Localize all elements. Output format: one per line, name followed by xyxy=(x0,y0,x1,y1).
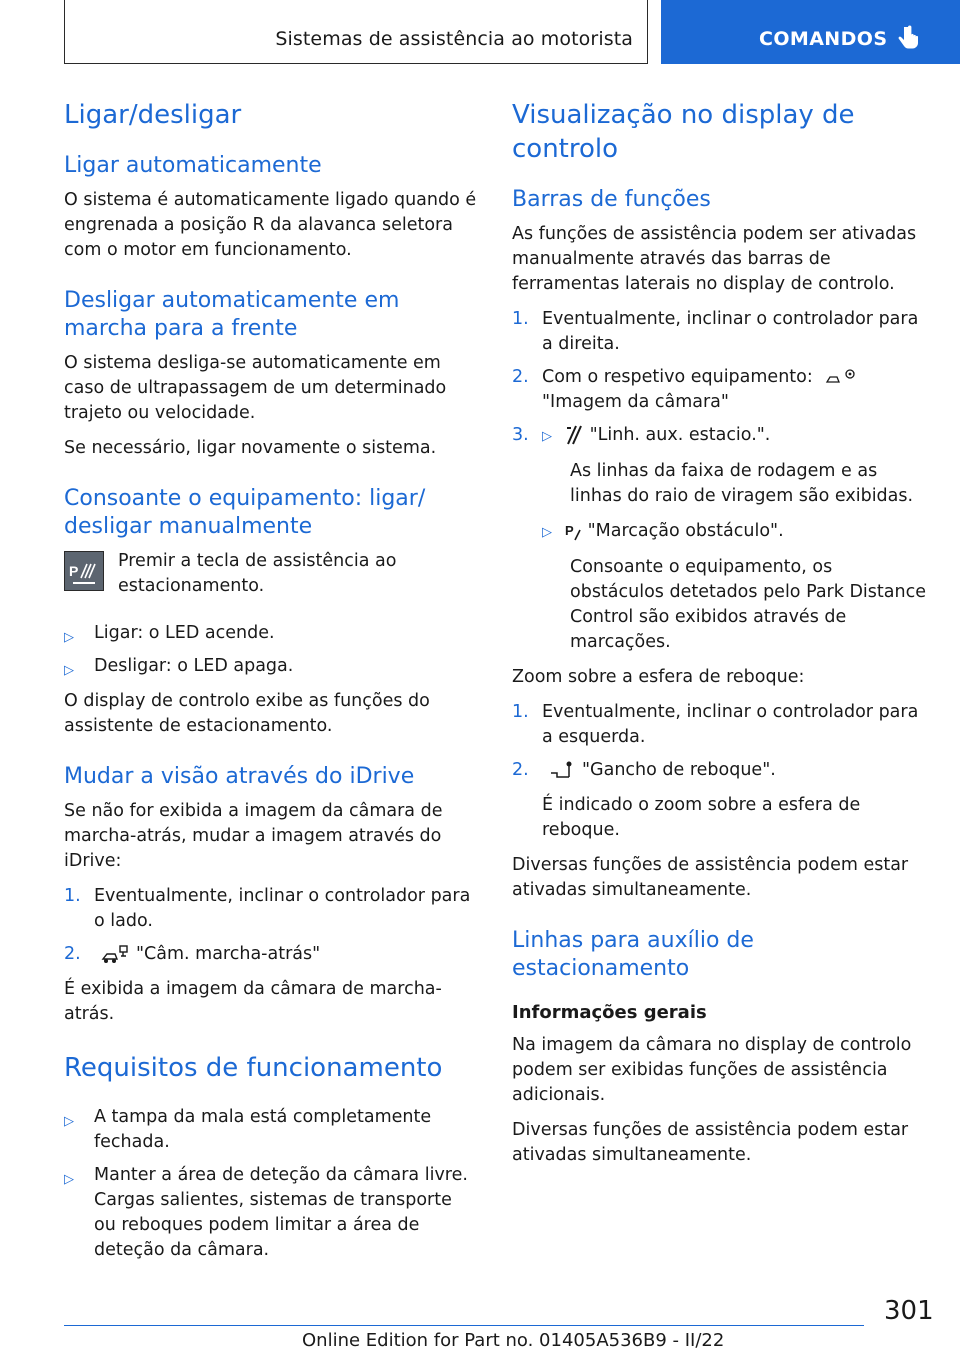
idrive-steps xyxy=(64,884,478,967)
step3-desc: As linhas da faixa de rodagem e as linhas do raio de viragem são exibidas. xyxy=(570,461,914,506)
key-instruction xyxy=(64,549,478,599)
obstacle-marking-icon xyxy=(564,520,582,542)
paragraph: As funções de assistência podem ser ativadas manualmente através das barras de ferramentas laterais no display de controlo. xyxy=(512,224,917,294)
heading-idrive: Mudar a visão através do iDrive xyxy=(64,764,415,789)
function-steps xyxy=(512,307,926,449)
paragraph: Na imagem da câmara no display de controlo podem ser exibidas funções de assistência adicionais. xyxy=(512,1035,912,1105)
heading-manual: Consoante o equipamento: ligar/ desligar manualmente xyxy=(64,486,426,539)
list-item: 2. Com o respetivo equipamento: "Imagem da câmara" xyxy=(512,365,926,415)
parking-lines-icon xyxy=(564,424,584,446)
paragraph: Diversas funções de assistência podem estar ativadas simultaneamente. xyxy=(512,1120,909,1165)
requirements-bullets xyxy=(64,1105,478,1263)
paragraph: Zoom sobre a esfera de reboque: xyxy=(512,667,805,687)
paragraph: É exibida a imagem da câmara de marcha-atrás. xyxy=(64,979,442,1024)
camera-settings-icon xyxy=(824,366,858,388)
step3-bullet: ▷ P "Marcação obstáculo". xyxy=(542,521,784,541)
key-instruction-text: Premir a tecla de assistência ao estacionamento. xyxy=(118,551,397,596)
footer-divider xyxy=(64,1325,864,1326)
paragraph: O sistema desliga-se automaticamente em caso de ultrapassagem de um determinado trajeto ou velocidade. xyxy=(64,353,447,423)
heading-ligar-desligar: Ligar/desligar xyxy=(64,100,242,130)
tow-hook-icon xyxy=(548,759,576,781)
header-chapter-label: COMANDOS xyxy=(759,28,888,50)
zoom-steps xyxy=(512,700,926,783)
header-section-title: Sistemas de assistência ao motorista xyxy=(275,28,633,50)
heading-ligar-auto: Ligar automaticamente xyxy=(64,153,322,178)
bullet-triangle-icon: ▷ xyxy=(64,630,74,645)
paragraph: Se necessário, ligar novamente o sistema. xyxy=(64,438,437,458)
list-item: ▷ Manter a área de deteção da câmara livre. Cargas salientes, sistemas de transporte ou reboques podem limitar a área de deteção da câmara. xyxy=(64,1165,468,1260)
heading-visualizacao: Visualização no display de controlo xyxy=(512,100,855,164)
toggle-bullets xyxy=(64,621,478,679)
bullet-triangle-icon: ▷ xyxy=(542,429,552,444)
bullet-triangle-icon: ▷ xyxy=(64,1172,74,1187)
list-item: 1. Eventualmente, inclinar o controlador para a direita. xyxy=(512,309,919,354)
paragraph: O sistema é automaticamente ligado quando é engrenada a posição R da alavanca seletora com o motor em funcionamento. xyxy=(64,190,477,260)
paragraph: Se não for exibida a imagem da câmara de marcha-atrás, mudar a imagem através do iDrive: xyxy=(64,801,443,871)
list-item: ▷ Desligar: o LED apaga. xyxy=(64,654,478,679)
park-assist-key-icon xyxy=(64,551,104,591)
list-item: 1. Eventualmente, inclinar o controlador para o lado. xyxy=(64,886,471,931)
header-section-box xyxy=(64,0,648,64)
list-item: 1. Eventualmente, inclinar o controlador para a esquerda. xyxy=(512,702,919,747)
bullet-triangle-icon: ▷ xyxy=(64,1114,74,1129)
heading-requisitos: Requisitos de funcionamento xyxy=(64,1053,443,1083)
heading-informacoes: Informações gerais xyxy=(512,1002,707,1023)
heading-barras: Barras de funções xyxy=(512,187,711,212)
heading-linhas: Linhas para auxílio de estacionamento xyxy=(512,928,754,981)
list-item: ▷ A tampa da mala está completamente fechada. xyxy=(64,1107,432,1152)
list-item: ▷ Ligar: o LED acende. xyxy=(64,621,478,646)
list-item: 2. "Gancho de reboque". xyxy=(512,760,776,780)
zoom-desc: É indicado o zoom sobre a esfera de reboque. xyxy=(542,795,861,840)
paragraph: O display de controlo exibe as funções do assistente de estacionamento. xyxy=(64,691,430,736)
right-column xyxy=(512,98,926,1178)
hand-pointer-icon xyxy=(896,25,920,53)
svg-text:P: P xyxy=(564,523,574,538)
bullet-triangle-icon: ▷ xyxy=(542,525,552,540)
footer-edition: Online Edition for Part no. 01405A536B9 - II/22 xyxy=(302,1330,725,1351)
page-number: 301 xyxy=(884,1296,934,1326)
step3-desc2: Consoante o equipamento, os obstáculos detetados pelo Park Distance Control são exibidos através de marcações. xyxy=(570,557,926,652)
heading-desligar-auto: Desligar automaticamente em marcha para a frente xyxy=(64,288,400,341)
svg-text:P: P xyxy=(69,563,79,579)
rear-camera-icon xyxy=(100,943,130,965)
header-chapter-tab xyxy=(661,0,960,64)
left-column xyxy=(64,98,478,1273)
bullet-triangle-icon: ▷ xyxy=(64,663,74,678)
list-item: 2. "Câm. marcha-atrás" xyxy=(64,944,321,964)
paragraph: Diversas funções de assistência podem estar ativadas simultaneamente. xyxy=(512,855,909,900)
list-item: 3. ▷ "Linh. aux. estacio.". xyxy=(512,425,771,445)
